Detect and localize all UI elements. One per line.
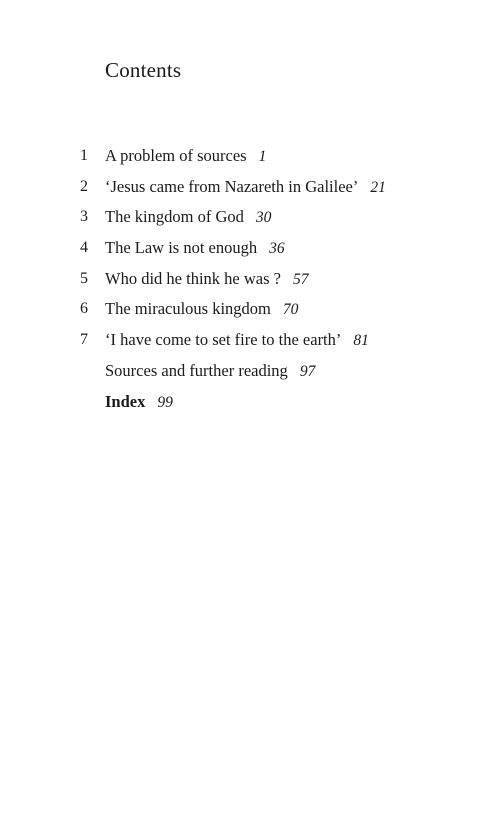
chapter-title: A problem of sources	[105, 146, 247, 165]
chapter-title: The miraculous kingdom	[105, 299, 271, 319]
back-matter-title-wrap	[105, 356, 315, 388]
toc-entry-sources	[0, 356, 504, 387]
page-number: 99	[157, 393, 173, 411]
chapter-title-wrap	[105, 202, 271, 234]
toc-entry-2	[0, 172, 504, 203]
chapter-number: 7	[80, 331, 88, 349]
page-number: 1	[258, 148, 267, 165]
chapter-title: The kingdom of God	[105, 207, 244, 227]
toc-entry-6	[0, 294, 504, 325]
chapter-title-wrap	[105, 172, 386, 204]
page-number: 81	[353, 332, 369, 350]
page-number: 57	[292, 270, 309, 288]
back-matter-title-wrap	[105, 387, 173, 419]
chapter-title-wrap	[105, 264, 308, 296]
chapter-number: 6	[80, 300, 88, 318]
page-number: 30	[255, 209, 272, 227]
chapter-number: 2	[80, 177, 88, 195]
toc-entry-index	[0, 387, 504, 418]
toc-entry-5	[0, 264, 504, 295]
chapter-title: The Law is not enough	[105, 238, 258, 258]
chapter-number: 4	[80, 239, 88, 257]
page-number: 21	[370, 178, 386, 196]
chapter-title: Who did he think he was ?	[105, 268, 281, 288]
chapter-title-wrap	[105, 233, 285, 265]
chapter-title-wrap	[105, 141, 266, 173]
chapter-title: ‘Jesus came from Nazareth in Galilee’	[105, 176, 359, 196]
chapter-number: 1	[80, 147, 88, 164]
toc-entry-7	[0, 325, 504, 356]
back-matter-title: Index	[105, 391, 146, 411]
back-matter-title: Sources and further reading	[105, 360, 288, 380]
table-of-contents	[0, 141, 504, 417]
contents-heading: Contents	[105, 58, 182, 82]
chapter-number: 3	[80, 208, 88, 226]
chapter-number: 5	[80, 269, 88, 287]
page-number: 97	[299, 362, 316, 380]
toc-entry-4	[0, 233, 504, 264]
chapter-title: ‘I have come to set fire to the earth’	[105, 330, 342, 350]
chapter-title-wrap	[105, 294, 298, 326]
toc-entry-1	[0, 141, 504, 172]
page-number: 70	[282, 301, 299, 319]
page-number: 36	[269, 240, 285, 258]
chapter-title-wrap	[105, 325, 369, 357]
toc-entry-3	[0, 202, 504, 233]
